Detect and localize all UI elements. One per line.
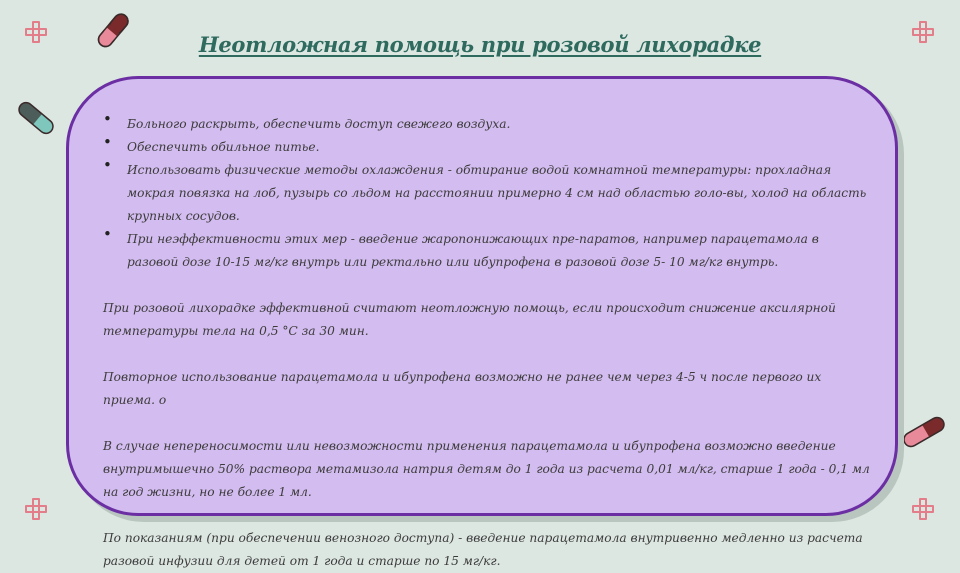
plus-icon-bottom-left	[25, 498, 47, 520]
card-content	[103, 113, 873, 573]
paragraph-repeat-dose: Повторное использование парацетамола и ибупрофена возможно не ранее чем через 4-5 ч после первого их приема. о	[103, 370, 822, 407]
bullet-item: • При неэффективности этих мер - введение жаропонижающих пре-паратов, например парацетамола в разовой дозе 10-15 мг/кг внутрь или ректально или ибупрофена в разовой дозе 5- 10 мг/кг внутрь.	[103, 228, 873, 274]
content-card	[66, 76, 898, 568]
slide-title: Неотложная помощь при розовой лихорадке	[198, 32, 762, 57]
paragraph-iv-paracetamol: По показаниям (при обеспечении венозного доступа) - введение парацетамола внутривенно медленно из расчета разовой инфузии для детей от 1 года и старше по 15 мг/кг.	[103, 531, 863, 568]
bullet-item: • Использовать физические методы охлаждения - обтирание водой комнатной температуры: прохладная мокрая повязка на лоб, пузырь со льдом на расстоянии примерно 4 см над областью голо-вы, холод на область крупных сосудов.	[103, 159, 873, 228]
bullet-item: • Больного раскрыть, обеспечить доступ свежего воздуха.	[103, 113, 873, 136]
plus-icon-bottom-right	[912, 498, 934, 520]
bullet-item: • Обеспечить обильное питье.	[103, 136, 873, 159]
paragraph-efficacy: При розовой лихорадке эффективной считают неотложную помощь, если происходит снижение аксилярной температуры тела на 0,5 °С за 30 мин.	[103, 301, 836, 338]
pill-icon-right	[898, 410, 950, 454]
paragraph-metamizole: В случае непереносимости или невозможности применения парацетамола и ибупрофена возможно введение внутримышечно 50% раствора метамизола натрия детям до 1 года из расчета 0,01 мл/кг, старше 1 года - 0,1 мл на год жизни, но не более 1 мл.	[103, 439, 870, 499]
bullet-list	[103, 113, 873, 274]
pill-icon-left	[12, 96, 60, 140]
